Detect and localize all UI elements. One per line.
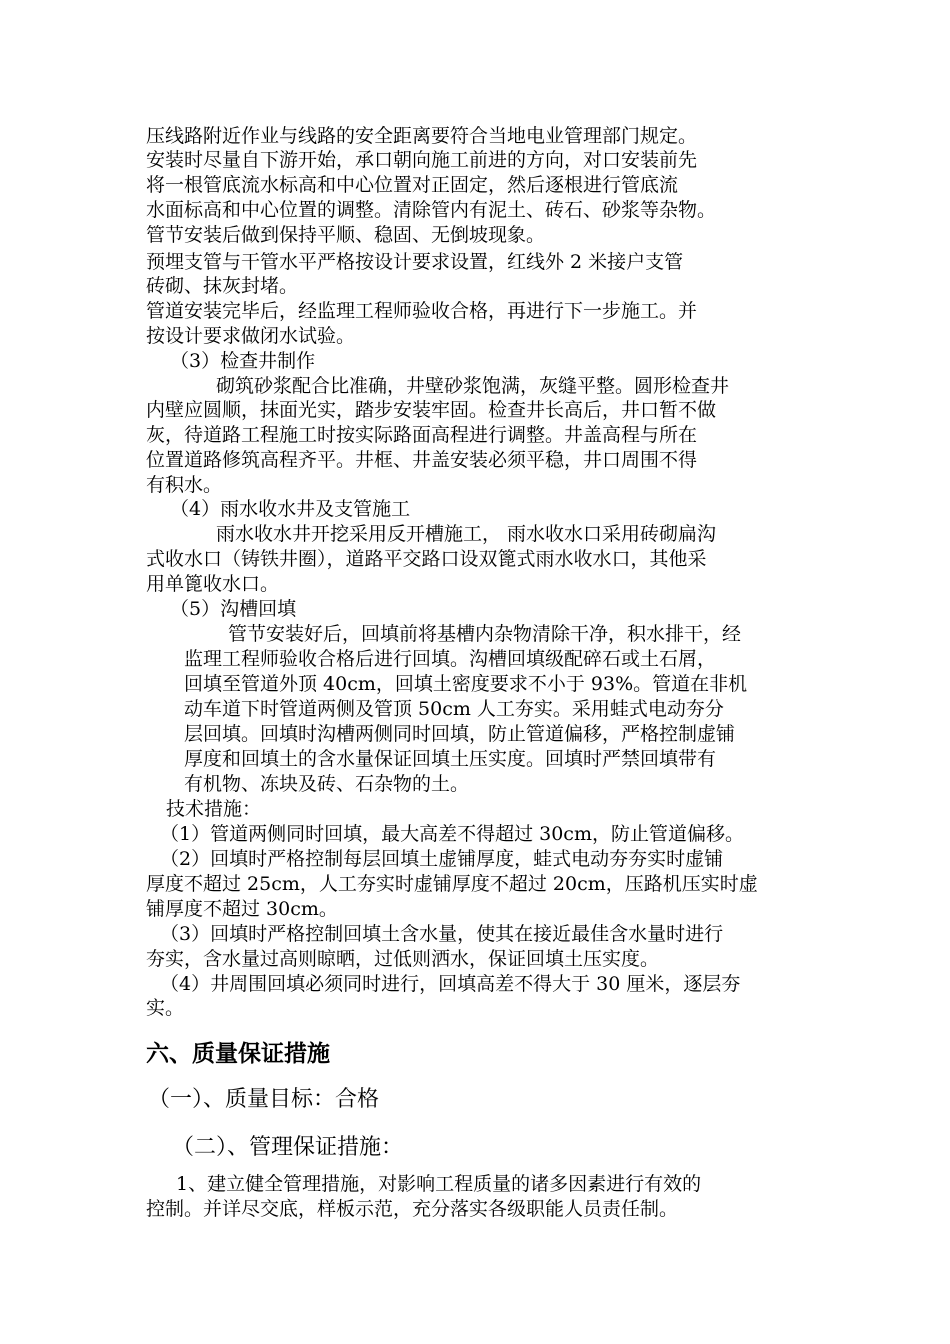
text-line: 有积水。	[146, 474, 223, 496]
text-line: 夯实，含水量过高则晾晒，过低则洒水，保证回填土压实度。	[146, 948, 660, 970]
text-line: （2）回填时严格控制每层回填土虚铺厚度，蛙式电动夯夯实时虚铺	[160, 848, 724, 870]
text-line: 按设计要求做闭水试验。	[146, 325, 356, 347]
text-line: 位置道路修筑高程齐平。井框、井盖安装必须平稳，井口周围不得	[146, 449, 698, 471]
text-line: 水面标高和中心位置的调整。清除管内有泥土、砖石、砂浆等杂物。	[146, 199, 717, 221]
text-line: 实。	[146, 997, 185, 1019]
text-line: （1）管道两侧同时回填，最大高差不得超过 30cm，防止管道偏移。	[160, 823, 744, 845]
quality-goal-heading: （一）、质量目标：合格	[148, 1087, 380, 1112]
text-line: 动车道下时管道两侧及管顶 50cm 人工夯实。采用蛙式电动夯分	[184, 698, 724, 720]
text-line: 铺厚度不超过 30cm。	[146, 898, 338, 920]
text-line: 雨水收水井开挖采用反开槽施工， 雨水收水口采用砖砌扁沟	[216, 523, 717, 545]
section-heading: 六、质量保证措施	[146, 1040, 330, 1067]
text-line: 式收水口（铸铁井圈），道路平交路口设双篦式雨水收水口，其他采	[146, 548, 707, 570]
subsection-title: （3）检查井制作	[170, 350, 316, 372]
subsection-title: （4）雨水收水井及支管施工	[170, 498, 411, 520]
text-line: 监理工程师验收合格后进行回填。沟槽回填级配碎石或土石屑，	[184, 648, 717, 670]
management-measures-heading: （二）、管理保证措施：	[172, 1135, 404, 1160]
text-line: 管节安装好后，回填前将基槽内杂物清除干净，积水排干，经	[228, 623, 742, 645]
text-line: 灰，待道路工程施工时按实际路面高程进行调整。井盖高程与所在	[146, 424, 698, 446]
text-line: 回填至管道外顶 40cm，回填土密度要求不小于 93%。管道在非机	[184, 673, 748, 695]
text-line: 预埋支管与干管水平严格按设计要求设置，红线外 2 米接户支管	[146, 251, 684, 273]
text-line: 将一根管底流水标高和中心位置对正固定，然后逐根进行管底流	[146, 174, 679, 196]
text-line: 厚度和回填土的含水量保证回填土压实度。回填时严禁回填带有	[184, 748, 717, 770]
text-line: （3）回填时严格控制回填土含水量，使其在接近最佳含水量时进行	[160, 923, 724, 945]
text-line: 1、建立健全管理措施，对影响工程质量的诸多因素进行有效的	[176, 1173, 702, 1195]
text-line: 砌筑砂浆配合比准确，井壁砂浆饱满，灰缝平整。圆形检查井	[216, 375, 730, 397]
text-line: 用单篦收水口。	[146, 573, 280, 595]
text-line: 压线路附近作业与线路的安全距离要符合当地电业管理部门规定。	[146, 125, 698, 147]
text-line: 控制。并详尽交底，样板示范，充分落实各级职能人员责任制。	[146, 1198, 679, 1220]
text-line: 层回填。回填时沟槽两侧同时回填，防止管道偏移，严格控制虚铺	[184, 723, 736, 745]
text-line: （4）井周围回填必须同时进行，回填高差不得大于 30 厘米，逐层夯	[160, 973, 741, 995]
text-line: 内壁应圆顺，抹面光实，踏步安装牢固。检查井长高后，井口暂不做	[146, 399, 717, 421]
text-line: 管道安装完毕后，经监理工程师验收合格，再进行下一步施工。并	[146, 300, 698, 322]
text-line: 管节安装后做到保持平顺、稳固、无倒坡现象。	[146, 224, 546, 246]
text-line: 厚度不超过 25cm，人工夯实时虚铺厚度不超过 20cm，压路机压实时虚	[146, 873, 758, 895]
text-line: 砖砌、抹灰封堵。	[146, 275, 299, 297]
text-line: 有机物、冻块及砖、石杂物的土。	[184, 773, 470, 795]
technical-measures-label: 技术措施：	[166, 798, 262, 820]
subsection-title: （5）沟槽回填	[170, 598, 297, 620]
text-line: 安装时尽量自下游开始，承口朝向施工前进的方向，对口安装前先	[146, 149, 698, 171]
